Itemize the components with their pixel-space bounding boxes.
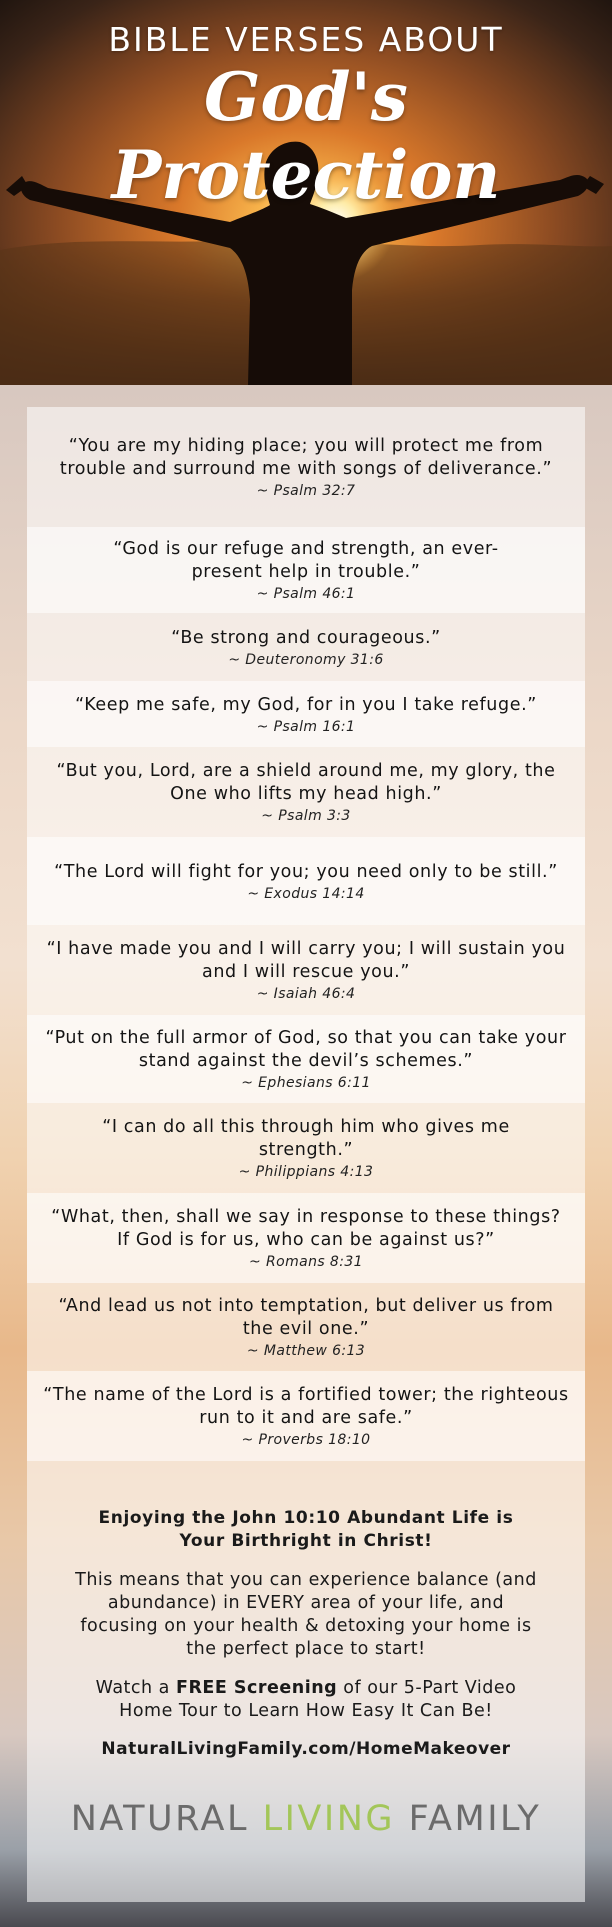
verse-item xyxy=(27,1103,585,1193)
verse-item xyxy=(27,681,585,747)
verse-reference: ~ Psalm 3:3 xyxy=(261,808,351,824)
verse-text: “The Lord will fight for you; you need only to be still.” xyxy=(54,861,558,882)
verse-text: “But you, Lord, are a shield around me, my glory, the One who lifts my head high.” xyxy=(56,761,556,804)
verse-reference: ~ Exodus 14:14 xyxy=(247,885,365,902)
verse-reference: ~ Isaiah 46:4 xyxy=(256,986,356,1002)
verse-text: “I have made you and I will carry you; I will sustain you and I will rescue you.” xyxy=(46,939,566,982)
promo-cta-bold: FREE Screening xyxy=(175,1678,338,1698)
verse-text: “Put on the full armor of God, so that you can take your stand against the devil’s schemes.” xyxy=(45,1028,567,1071)
verse-reference: ~ Psalm 46:1 xyxy=(256,586,356,602)
verse-text: “Keep me safe, my God, for in you I take refuge.” xyxy=(75,694,537,715)
promo-cta-suffix: of our 5-Part Video Home Tour to Learn How Easy It Can Be! xyxy=(119,1678,517,1721)
verse-item xyxy=(27,1371,585,1461)
verse-item xyxy=(27,407,585,527)
verse-item xyxy=(27,527,585,613)
title-main: God's Protection xyxy=(111,58,501,214)
verse-reference: ~ Psalm 16:1 xyxy=(256,718,356,735)
verses-card xyxy=(27,407,585,1902)
title-top: BIBLE VERSES ABOUT xyxy=(108,20,504,59)
verse-text: “God is our refuge and strength, an ever-present help in trouble.” xyxy=(113,539,499,582)
brand-logo xyxy=(27,1799,585,1839)
verse-item xyxy=(27,747,585,837)
promo-body: This means that you can experience balance (and abundance) in EVERY area of your life, and focusing on your health & detoxing your home is the perfect place to start! xyxy=(75,1570,537,1659)
verse-item xyxy=(27,1193,585,1283)
verse-reference: ~ Ephesians 6:11 xyxy=(241,1075,371,1091)
promo-cta-prefix: Watch a xyxy=(95,1678,176,1698)
verse-text: “What, then, shall we say in response to these things? If God is for us, who can be against us?” xyxy=(51,1207,561,1250)
verse-text: “Be strong and courageous.” xyxy=(171,627,441,648)
brand-word-living: LIVING xyxy=(262,1799,395,1839)
promo-link[interactable]: NaturalLivingFamily.com/HomeMakeover xyxy=(101,1739,511,1759)
verse-reference: ~ Romans 8:31 xyxy=(249,1254,363,1270)
verse-reference: ~ Philippians 4:13 xyxy=(238,1164,374,1180)
verse-text: “You are my hiding place; you will protect me from trouble and surround me with songs of deliverance.” xyxy=(59,436,553,479)
verse-item xyxy=(27,613,585,681)
verse-reference: ~ Psalm 32:7 xyxy=(256,483,356,499)
hero-banner xyxy=(0,0,612,385)
verse-text: “And lead us not into temptation, but deliver us from the evil one.” xyxy=(58,1296,554,1339)
verse-text: “The name of the Lord is a fortified tower; the righteous run to it and are safe.” xyxy=(43,1385,569,1428)
promo-cta xyxy=(67,1677,545,1723)
verse-reference: ~ Deuteronomy 31:6 xyxy=(228,651,384,668)
verse-item xyxy=(27,837,585,925)
verse-item xyxy=(27,1283,585,1371)
verse-reference: ~ Matthew 6:13 xyxy=(246,1343,366,1359)
verse-item xyxy=(27,1015,585,1103)
brand-word-family: FAMILY xyxy=(408,1799,542,1839)
brand-word-natural: NATURAL xyxy=(70,1799,249,1839)
promo-title: Enjoying the John 10:10 Abundant Life is Your Birthright in Christ! xyxy=(98,1508,514,1551)
promo-section xyxy=(27,1507,585,1759)
verse-reference: ~ Proverbs 18:10 xyxy=(241,1432,371,1448)
verse-text: “I can do all this through him who gives me strength.” xyxy=(102,1117,510,1160)
verse-item xyxy=(27,925,585,1015)
